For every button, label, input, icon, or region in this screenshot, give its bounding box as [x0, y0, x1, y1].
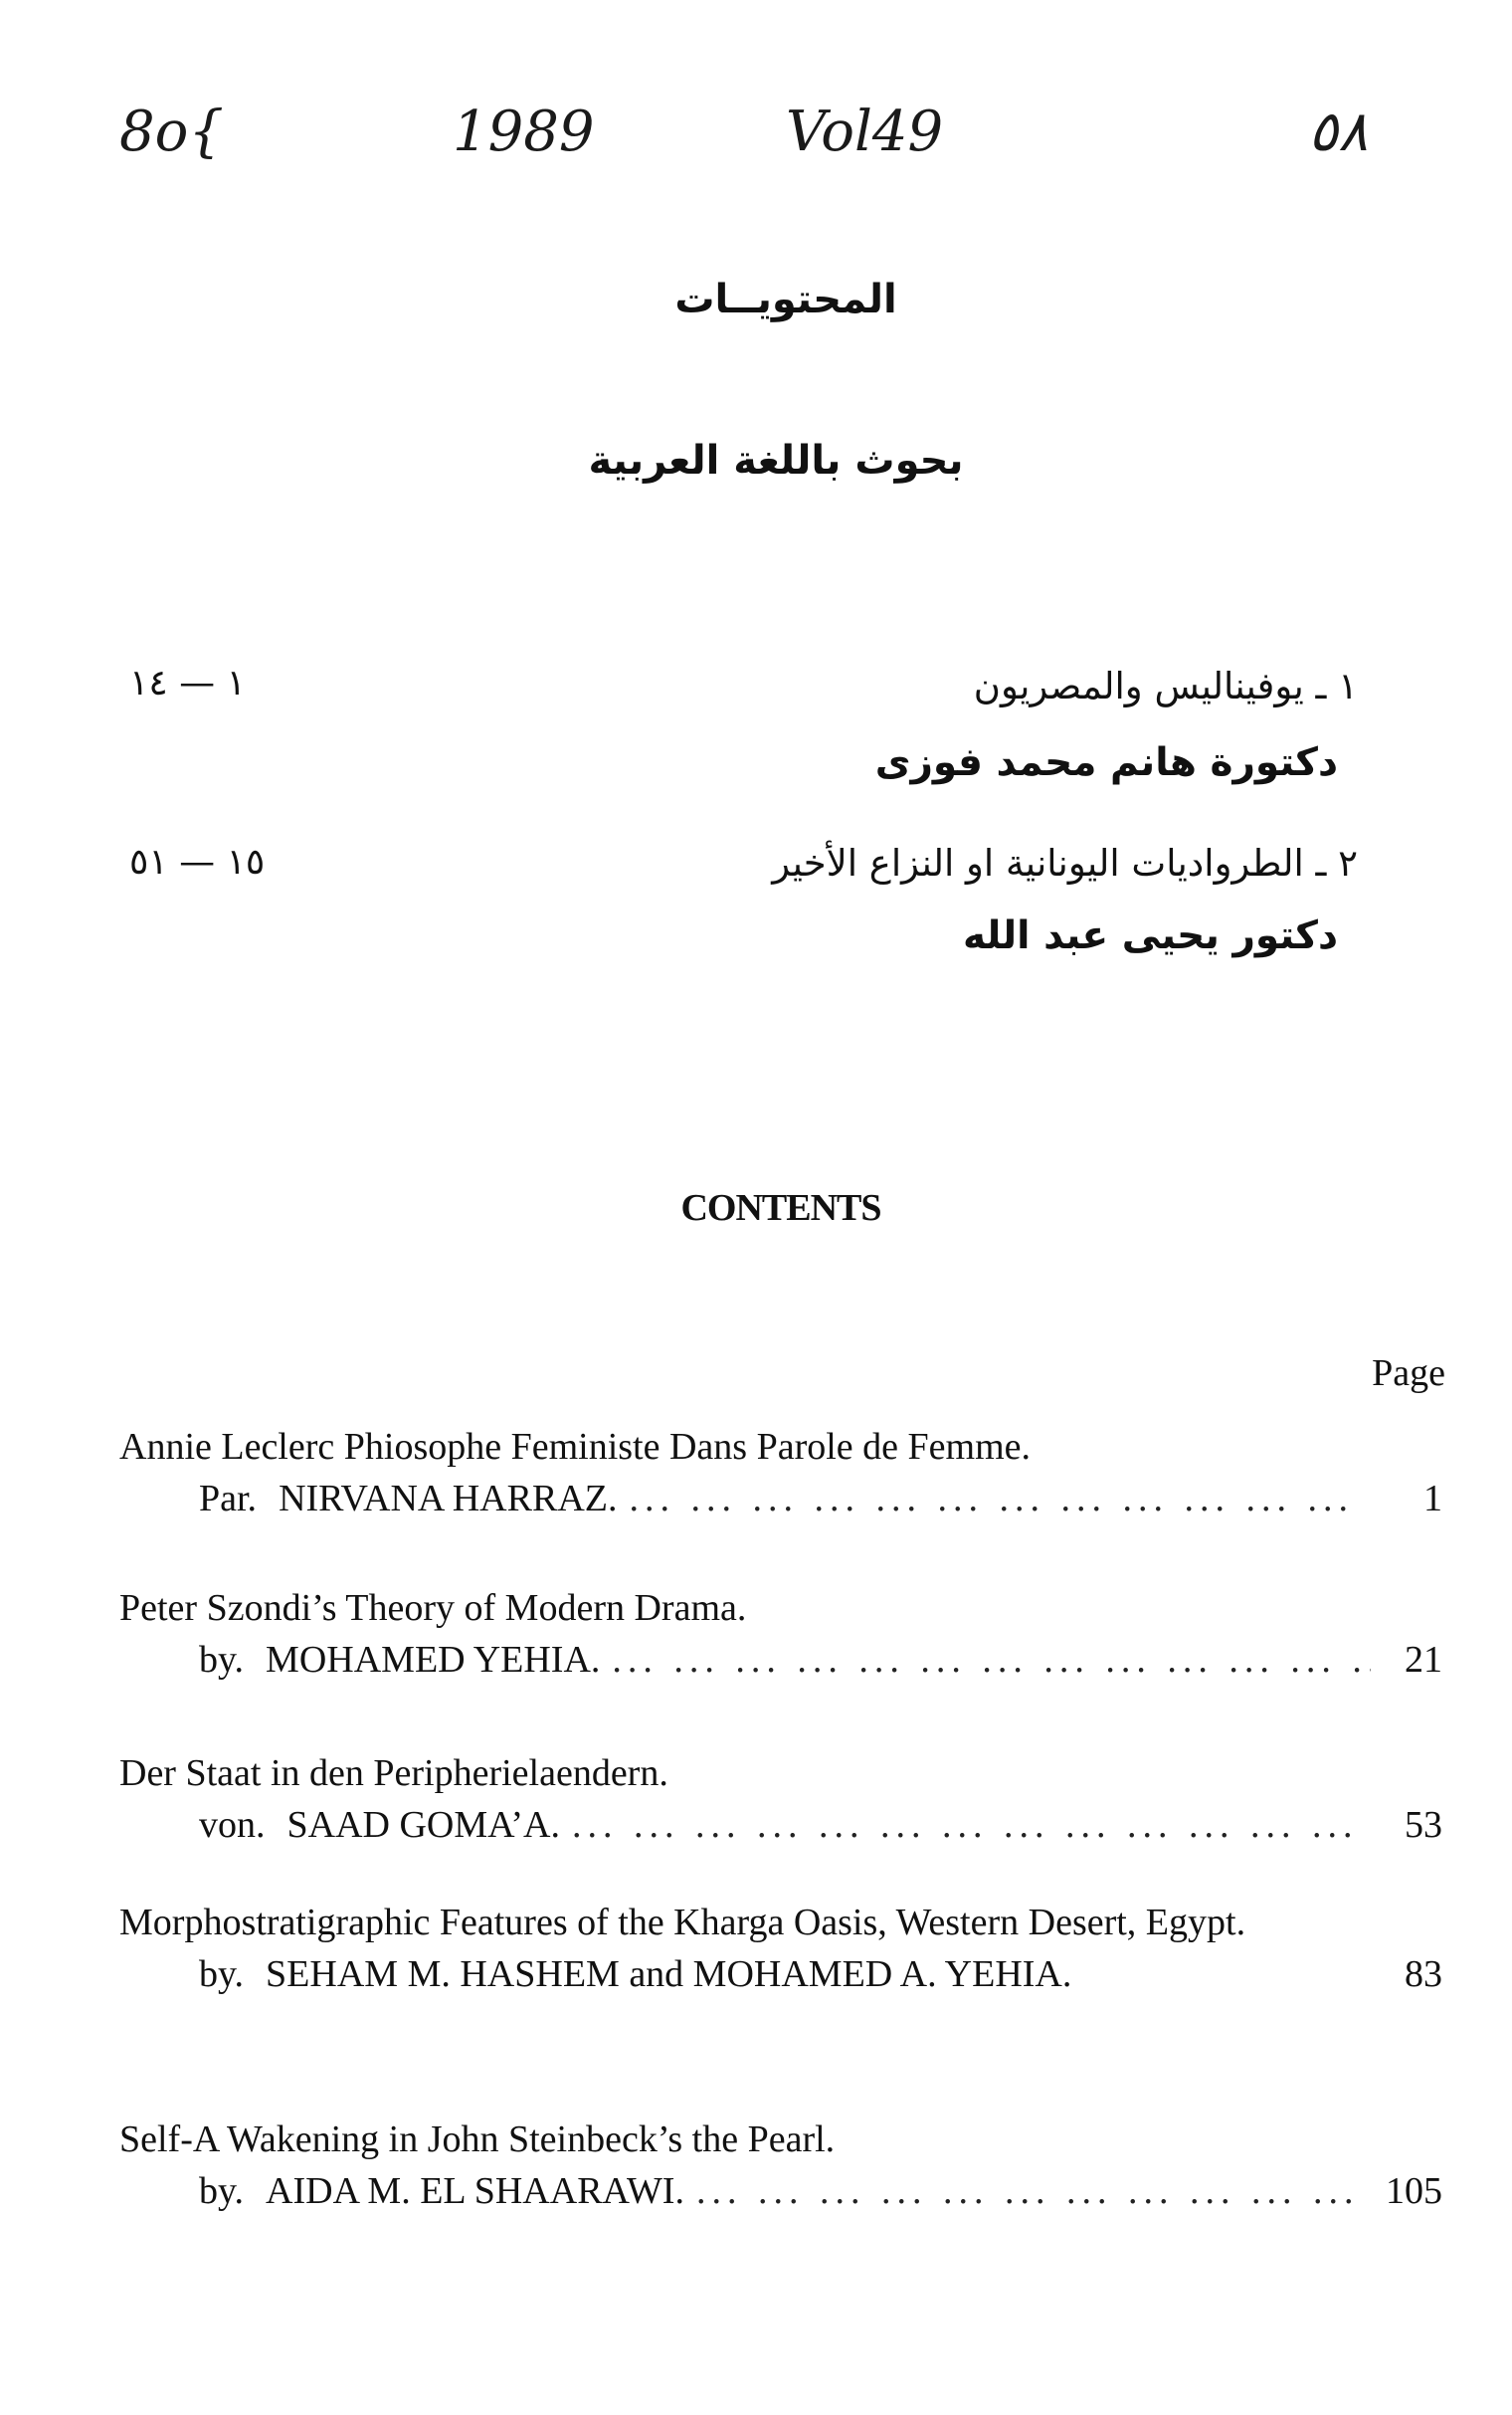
toc-entry: [119, 2113, 1442, 2217]
dot-leader: [572, 1799, 1371, 1851]
toc-entry-author: SEHAM M. HASHEM and MOHAMED A. YEHIA.: [266, 1953, 1072, 1995]
toc-entry-byline: [119, 2165, 1442, 2217]
arabic-entry-1-title: ١ ـ يوفيناليس والمصريون: [973, 665, 1358, 707]
toc-entry-author: NIRVANA HARRAZ.: [279, 1478, 618, 1519]
toc-entry-title: Self-A Wakening in John Steinbeck’s the Pearl.: [119, 2118, 836, 2160]
toc-entry-byline: [119, 1473, 1442, 1524]
toc-entry-title: Annie Leclerc Phiosophe Feministe Dans Parole de Femme.: [119, 1426, 1032, 1468]
arabic-entry-1-pages: ١ — ١٤: [129, 663, 246, 704]
byline-prefix: von.: [199, 1804, 266, 1846]
toc-entry: [119, 1582, 1442, 1686]
toc-entry-byline: [119, 1948, 1442, 2000]
toc-entry-title: Morphostratigraphic Features of the Kharga Oasis, Western Desert, Egypt.: [119, 1902, 1246, 1943]
toc-entry: [119, 1747, 1442, 1851]
byline-prefix: by.: [199, 1953, 245, 1995]
toc-entry-byline: [119, 1799, 1442, 1851]
toc-entry-title: Peter Szondi’s Theory of Modern Drama.: [119, 1587, 747, 1629]
toc-entry-page: 53: [1405, 1804, 1442, 1846]
toc-entry-author: SAAD GOMA’A.: [286, 1804, 560, 1846]
arabic-entry-2-title: ٢ ـ الطروا‌ديات اليونانية او النزاع الأخير: [772, 842, 1358, 885]
arabic-entry-2-author: دكتور يحيى عبد الله: [962, 913, 1338, 958]
arabic-contents-title: المحتويــات: [674, 277, 897, 322]
toc-entry-page: 1: [1423, 1478, 1442, 1519]
arabic-section-subtitle: بحوث باللغة العربية: [588, 438, 964, 484]
toc-entry-author: MOHAMED YEHIA.: [266, 1639, 601, 1681]
dot-leader: [629, 1473, 1371, 1524]
arabic-entry-1-author: دكتورة هانم محمد فوزى: [874, 740, 1338, 785]
byline-prefix: by.: [199, 1639, 245, 1681]
toc-entry-author: AIDA M. EL SHAARAWI.: [266, 2170, 684, 2212]
toc-entry: [119, 1421, 1442, 1524]
dot-leader: [612, 1634, 1371, 1686]
handwritten-note-right: ٥٨: [1308, 100, 1369, 164]
toc-entry-byline: [119, 1634, 1442, 1686]
toc-entry-page: 105: [1386, 2170, 1442, 2212]
page-column-header: Page: [1372, 1352, 1445, 1394]
toc-entry: [119, 1897, 1442, 2000]
contents-title: CONTENTS: [680, 1187, 881, 1229]
handwritten-volume: Vol49: [786, 100, 944, 164]
toc-entry-page: 21: [1405, 1639, 1442, 1681]
dot-leader: [696, 2165, 1371, 2217]
handwritten-year: 1989: [453, 100, 595, 164]
byline-prefix: Par.: [199, 1478, 258, 1519]
arabic-entry-2-pages: ١٥ — ٥١: [129, 842, 266, 883]
byline-prefix: by.: [199, 2170, 245, 2212]
toc-entry-page: 83: [1405, 1953, 1442, 1995]
toc-entry-title: Der Staat in den Peripherielaendern.: [119, 1752, 668, 1794]
handwritten-note-left: 8o{: [119, 100, 224, 164]
